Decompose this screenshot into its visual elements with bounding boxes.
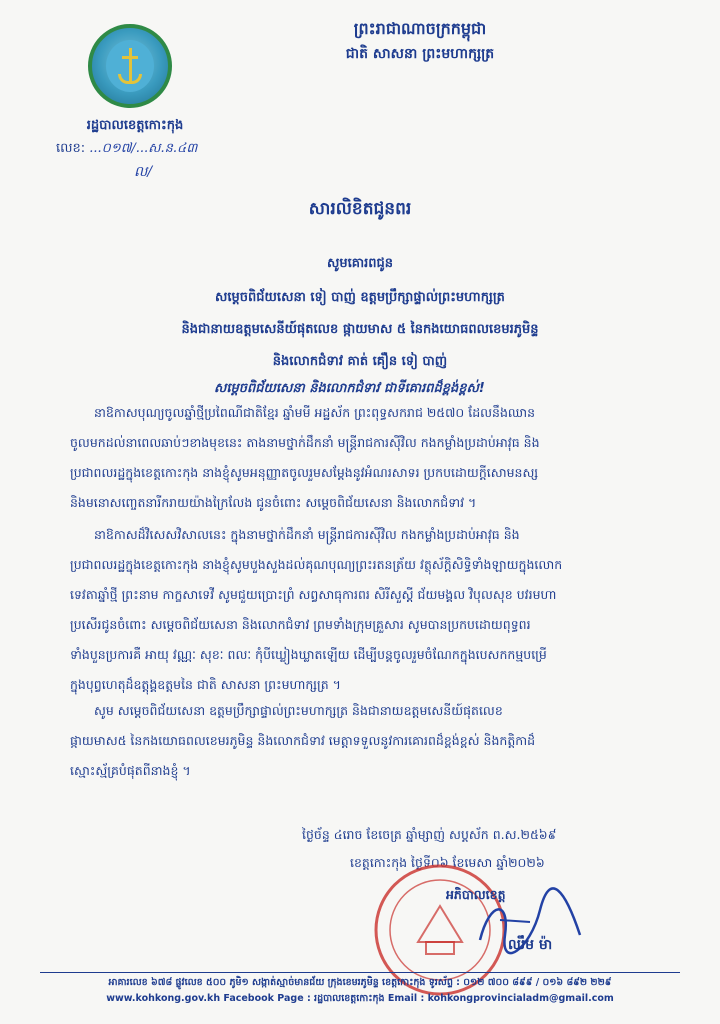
paragraph-line: និងមនោសញ្ចេតនារីករាយយ៉ាងក្រៃលែង ជូនចំពោះ សម្តេចពិជ័យសេនា និងលោកជំទាវ ។ (70, 495, 477, 510)
paragraph-line: ប្រសើរជូនចំពោះ សម្តេចពិជ័យសេនា និងលោកជំទាវ ព្រមទាំងក្រុមគ្រួសារ សូមបានប្រកបដោយពុទ្ធពរ (70, 617, 531, 632)
paragraph-line: ក្នុងបុព្វហេតុដ៏ឧត្តុង្គឧត្តមនៃ ជាតិ សាសនា ព្រះមហាក្សត្រ ។ (70, 677, 341, 692)
greeting-line: សម្តេចពិជ័យសេនា និងលោកជំទាវ ជាទីគោរពដ៏ខ្ពង់ខ្ពស់! (214, 381, 485, 396)
anchor-icon (122, 44, 138, 86)
addressee-line-1: សម្តេចពិជ័យសេនា ទៀ បាញ់ ឧត្តមប្រឹក្សាផ្ទាល់ព្រះមហាក្សត្រ (215, 290, 505, 305)
paragraph-line: ចូលមកដល់នាពេលឆាប់ៗខាងមុខនេះ តាងនាមថ្នាក់ដឹកនាំ មន្ត្រីរាជការស៊ីវិល កងកម្លាំងប្រដាប់អាវុធ និង (70, 435, 540, 450)
provincial-emblem-logo (88, 24, 172, 108)
addressee-salutation: សូមគោរពជូន (326, 256, 393, 271)
signer-title: អភិបាលខេត្ត (446, 887, 506, 902)
paragraph-line: នាឱកាសដ៏វិសេសវិសាលនេះ ក្នុងនាមថ្នាក់ដឹកនាំ មន្ត្រីរាជការស៊ីវិល កងកម្លាំងប្រដាប់អាវុធ និង (94, 527, 520, 542)
reference-label: លេខ: (56, 141, 86, 156)
footer-divider (40, 972, 680, 973)
document-title: សារលិខិតជូនពរ (308, 199, 412, 219)
paragraph-line: ទាំងបួនប្រការគឺ អាយុ វណ្ណៈ សុខៈ ពលៈ កុំបីឃ្លៀងឃ្លាតឡើយ ដើម្បីបន្តចូលរួមចំណែកក្នុងបេសកកម្មបម្រើ (70, 647, 547, 662)
paragraph-2 (70, 520, 670, 700)
lunar-date: ថ្ងៃច័ន្ទ ៤រោច ខែចេត្រ ឆ្នាំម្សាញ់ សប្តស័ក ព.ស.២៥៦៩ (302, 827, 557, 842)
paragraph-line: ទេវតាឆ្នាំថ្មី ព្រះនាម កាក្ខសាទេវី សូមជួយប្រោះព្រំ សព្វសាធុការពរ សិរីសួស្តី ជ័យមង្គល វិបុលសុខ បវរមហា (70, 587, 557, 602)
reference-value: ...០១៧/...ស.ន.៤៣ (89, 141, 198, 156)
footer-contacts: www.kohkong.gov.kh Facebook Page : រដ្ឋបាលខេត្តកោះកុង Email : kohkongprovincialadm@gmail.com (106, 993, 614, 1004)
department-name: រដ្ឋបាលខេត្តកោះកុង (86, 118, 184, 133)
paragraph-3 (70, 696, 670, 786)
footer-address: អាគារលេខ ៦៧៨ ផ្លូវលេខ ៥០០ ភូមិ១ សង្កាត់ស្មាច់មានជ័យ ក្រុងខេមរភូមិន្ទ ខេត្តកោះកុង ទូរស័ព្ទ : ០១២ ៧០០ ៨៩៩ / ០១៦ ៨៩២ ២២៩ (108, 977, 612, 988)
kingdom-heading: ព្រះរាជាណាចក្រកម្ពុជា (353, 19, 487, 38)
national-motto: ជាតិ សាសនា ព្រះមហាក្សត្រ (345, 46, 495, 62)
addressee-line-2: និងជានាយឧត្តមសេនីយ៍ផុតលេខ ផ្កាយមាស ៥ នៃកងយោធពលខេមរភូមិន្ទ (181, 322, 539, 337)
paragraph-line: ប្រជាពលរដ្ឋក្នុងខេត្តកោះកុង នាងខ្ញុំសូមបួងសួងដល់គុណបុណ្យព្រះរតនត្រ័យ វត្ថុស័ក្តិសិទ្ធិទាំងឡាយក្នុងលោក (70, 557, 563, 572)
paragraph-1 (70, 398, 670, 518)
signer-name: ឈឹម ម៉ា (508, 937, 553, 953)
paragraph-line: សូម សម្តេចពិជ័យសេនា ឧត្តមប្រឹក្សាផ្ទាល់ព្រះមហាក្សត្រ និងជានាយឧត្តមសេនីយ៍ផុតលេខ (94, 703, 503, 718)
reference-number (56, 140, 197, 159)
solar-date: ខេត្តកោះកុង ថ្ងៃទី០៦ ខែមេសា ឆ្នាំ២០២៦ (350, 855, 545, 870)
paragraph-line: ស្មោះស្ម័គ្របំផុតពីនាងខ្ញុំ ។ (70, 763, 191, 778)
paragraph-line: ប្រជាពលរដ្ឋក្នុងខេត្តកោះកុង នាងខ្ញុំសូមអនុញ្ញាតចូលរួមសម្តែងនូវអំណរសាទរ ប្រកបដោយក្តីសោមនស្ស (70, 465, 539, 480)
addressee-line-3: និងលោកជំទាវ គាត់ គឿន ទៀ បាញ់ (272, 354, 448, 369)
paragraph-line: ផ្កាយមាស៥ នៃកងយោធពលខេមរភូមិន្ទ និងលោកជំទាវ មេត្តាទទួលនូវការគោរពដ៏ខ្ពង់ខ្ពស់ និងកត្តិកាដ៏ (70, 733, 536, 748)
reference-sub: ល/ (134, 164, 153, 180)
paragraph-line: នាឱកាសបុណ្យចូលឆ្នាំថ្មីប្រពៃណីជាតិខ្មែរ ឆ្នាំមមី អដ្ឋស័ក ព្រះពុទ្ធសករាជ ២៥៧០ ដែលនឹងឈាន (94, 405, 536, 420)
